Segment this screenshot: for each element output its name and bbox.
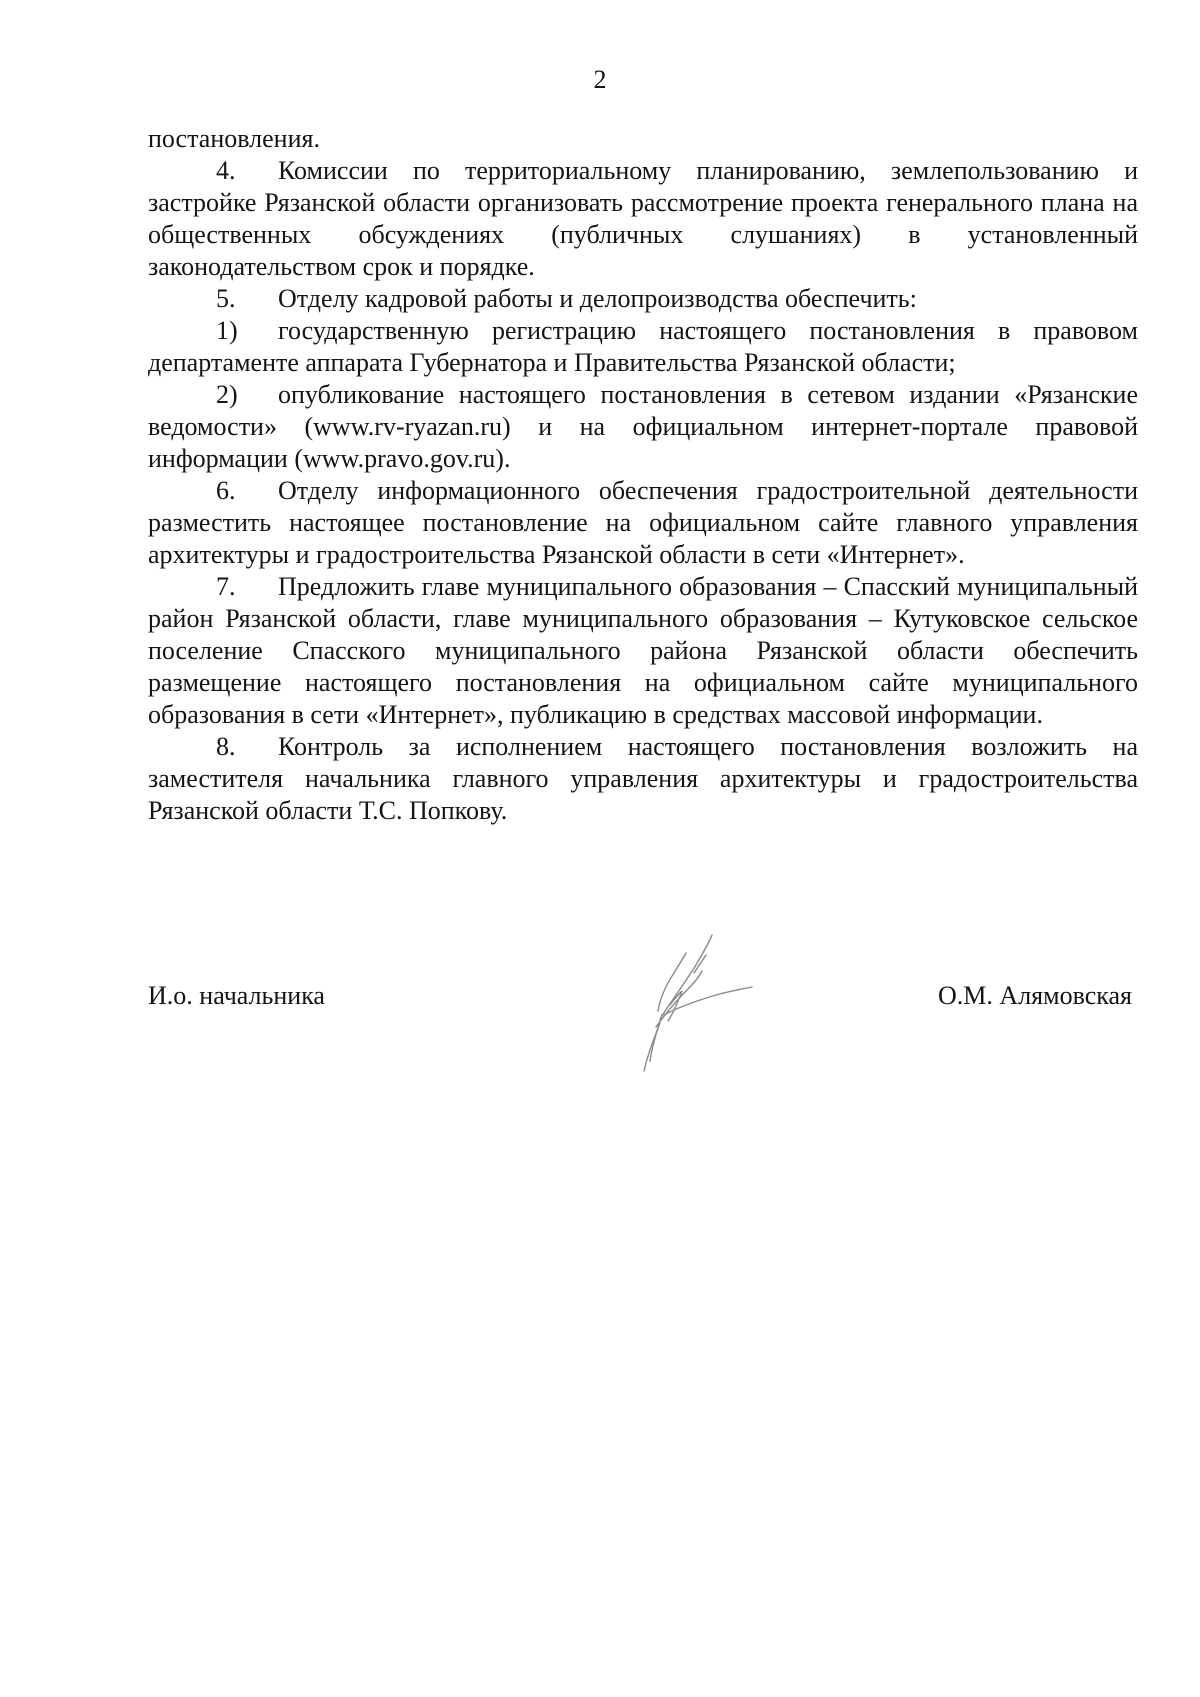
item-number: 1) (216, 316, 238, 345)
item-number: 7. (216, 572, 236, 601)
item-number: 6. (216, 476, 236, 505)
paragraph-text: государственную регистрацию настоящего постановления в правовом департаменте аппарата Губернатора и Правительства Рязанской области; (148, 316, 1138, 377)
paragraph-continuation (148, 123, 1138, 155)
handwritten-signature (600, 915, 770, 1085)
paragraph-item-6 (148, 475, 1138, 571)
paragraph-subitem-1 (148, 315, 1138, 379)
paragraph-text: постановления. (148, 124, 320, 153)
paragraph-text: Комиссии по территориальному планированию, землепользованию и застройке Рязанской области организовать рассмотрение проекта генерального плана на общественных обсуждениях (публичных слушаниях) в установленный законодательством срок и порядке. (148, 156, 1138, 281)
paragraph-item-7 (148, 571, 1138, 731)
signatory-name: О.М. Алямовская (938, 981, 1132, 1010)
paragraph-text: Отделу кадровой работы и делопроизводства обеспечить: (278, 284, 917, 313)
paragraph-text: опубликование настоящего постановления в сетевом издании «Рязанские ведомости» (www.rv-ryazan.ru) и на официальном интернет-портале правовой информации (www.pravo.gov.ru). (148, 380, 1138, 473)
item-number: 4. (216, 156, 236, 185)
paragraph-item-4 (148, 155, 1138, 283)
page-number: 2 (593, 65, 607, 94)
paragraph-text: Предложить главе муниципального образования – Спасский муниципальный район Рязанской области, главе муниципального образования – Кутуковское сельское поселение Спасского муниципального района Рязанской области обеспечить размещение настоящего постановления на официальном сайте муниципального образования в сети «Интернет», публикацию в средствах массовой информации. (148, 572, 1138, 729)
item-number: 2) (216, 380, 238, 409)
signature-icon (600, 915, 770, 1085)
paragraph-text: Контроль за исполнением настоящего постановления возложить на заместителя начальника главного управления архитектуры и градостроительства Рязанской области Т.С. Попкову. (148, 732, 1138, 825)
paragraph-subitem-2 (148, 379, 1138, 475)
paragraph-item-5 (148, 283, 1138, 315)
item-number: 5. (216, 284, 236, 313)
item-number: 8. (216, 732, 236, 761)
signatory-title: И.о. начальника (148, 981, 325, 1010)
paragraph-text: Отделу информационного обеспечения градостроительной деятельности разместить настоящее постановление на официальном сайте главного управления архитектуры и градостроительства Рязанской области в сети «Интернет». (148, 476, 1138, 569)
paragraph-item-8 (148, 731, 1138, 827)
document-body (148, 123, 1138, 827)
